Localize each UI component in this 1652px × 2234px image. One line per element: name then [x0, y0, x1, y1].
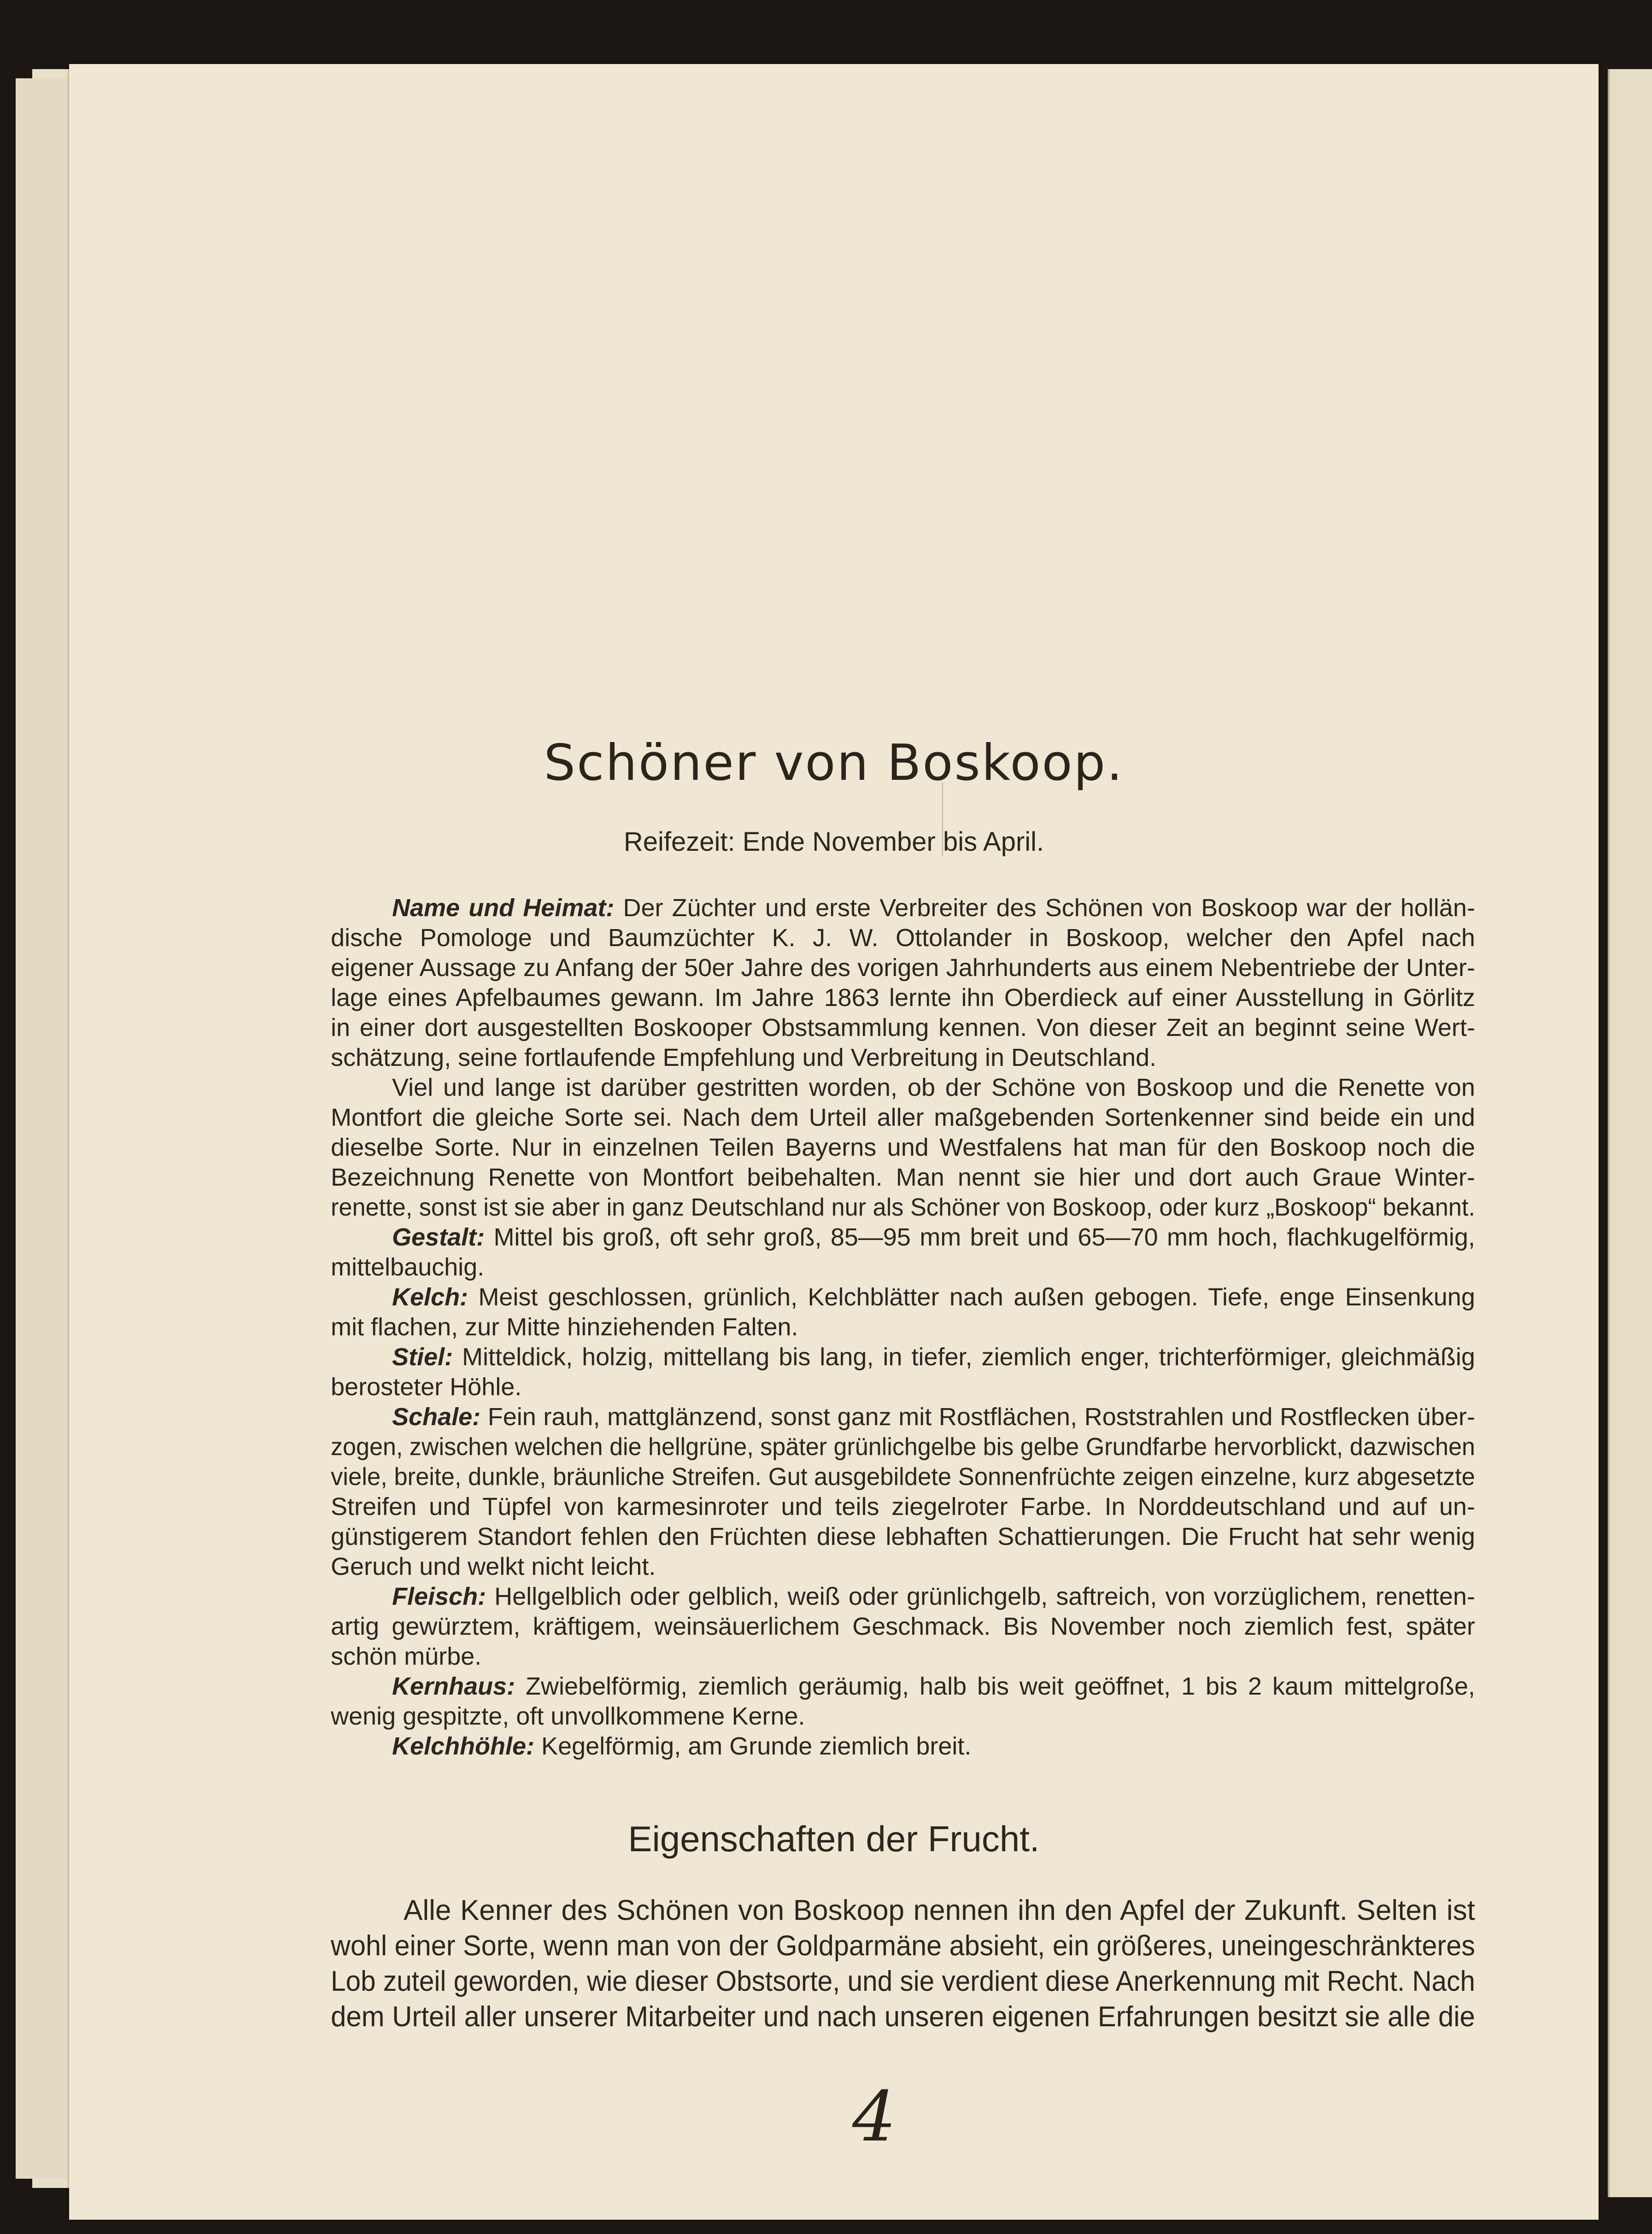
text-line [331, 1402, 1475, 1432]
text-line [331, 1043, 1475, 1073]
text-line [331, 1372, 1475, 1402]
line-text: schätzung, seine fortlaufende Empfehlung und Verbreitung in Deutschland. [331, 1044, 1157, 1071]
text-line [331, 1073, 1475, 1103]
line-text: Kegelförmig, am Grunde ziemlich breit. [541, 1732, 972, 1760]
section-heading: Eigenschaften der Frucht. [628, 1819, 1040, 1859]
line-text: mit flachen, zur Mitte hinziehenden Falten. [331, 1313, 798, 1341]
text-line [331, 1999, 1475, 2035]
text-line [331, 1582, 1475, 1612]
line-text: lage eines Apfelbaumes gewann. Im Jahre 1863 lernte ihn Oberdieck auf einer Ausstellung in Görlitz [331, 984, 1475, 1012]
page-stack-edge [16, 78, 72, 2179]
text-line [331, 1672, 1475, 1702]
text-line [331, 1103, 1475, 1133]
line-text: dem Urteil aller unserer Mitarbeiter und nach unseren eigenen Erfahrungen besitzt sie alle die [331, 2001, 1475, 2033]
text-line [331, 1133, 1475, 1163]
description-body [331, 893, 1475, 1761]
section-label: Schale: [392, 1403, 481, 1431]
line-text: schön mürbe. [331, 1643, 482, 1670]
section-label: Gestalt: [392, 1223, 485, 1251]
line-text: berosteter Höhle. [331, 1373, 522, 1401]
text-line [331, 1702, 1475, 1731]
line-text: dische Pomologe und Baumzüchter K. J. W. Ottolander in Boskoop, welcher den Apfel nach [331, 924, 1475, 952]
text-line [331, 1928, 1475, 1964]
text-line [331, 1492, 1475, 1522]
line-text: Lob zuteil geworden, wie dieser Obstsorte, und sie verdient diese Anerkennung mit Recht. Nach [331, 1965, 1475, 1997]
ripening-label: Reifezeit: [623, 827, 735, 857]
line-text: Mitteldick, holzig, mittellang bis lang, in tiefer, ziemlich enger, trichterförmiger, gleichmäßig [462, 1343, 1475, 1371]
line-text: Montfort die gleiche Sorte sei. Nach dem Urteil aller maßgebenden Sortenkenner sind beide ein und [331, 1104, 1475, 1131]
text-line [331, 1731, 1475, 1761]
line-text: Bezeichnung Renette von Montfort beibehalten. Man nennt sie hier und dort auch Graue Winter- [331, 1164, 1475, 1191]
text-line [331, 1163, 1475, 1193]
line-text: artig gewürztem, kräftigem, weinsäuerlichem Geschmack. Bis November noch ziemlich fest, später [331, 1613, 1475, 1640]
final-paragraph [331, 1893, 1475, 2035]
text-line [331, 1552, 1475, 1582]
line-text: in einer dort ausgestellten Boskooper Obstsammlung kennen. Von dieser Zeit an beginnt seine Wert- [331, 1014, 1475, 1041]
text-line [331, 923, 1475, 953]
line-text: zogen, zwischen welchen die hellgrüne, später grünlichgelbe bis gelbe Grundfarbe hervorblickt, dazwischen [331, 1433, 1475, 1461]
ripening-time [69, 826, 1599, 857]
text-line [331, 1222, 1475, 1252]
ripening-value: Ende November bis April. [742, 827, 1044, 857]
section-label: Fleisch: [392, 1583, 486, 1610]
section-label: Kelchhöhle: [392, 1732, 535, 1760]
section-label: Kernhaus: [392, 1673, 516, 1700]
text-line [331, 1282, 1475, 1312]
line-text: Zwiebelförmig, ziemlich geräumig, halb bis weit geöffnet, 1 bis 2 kaum mittelgroße, [525, 1673, 1475, 1700]
text-line [331, 1312, 1475, 1342]
line-text: dieselbe Sorte. Nur in einzelnen Teilen Bayerns und Westfalens hat man für den Boskoop noch die [331, 1134, 1475, 1161]
section-label: Kelch: [392, 1283, 469, 1311]
text-line [331, 1193, 1475, 1222]
text-line [331, 1522, 1475, 1552]
document-page [69, 64, 1599, 2220]
line-text: viele, breite, dunkle, bräunliche Streifen. Gut ausgebildete Sonnenfrüchte zeigen einzelne, kurz abgesetzte [331, 1463, 1475, 1491]
text-line [331, 1462, 1475, 1492]
text-line [331, 1342, 1475, 1372]
line-text: Meist geschlossen, grünlich, Kelchblätter nach außen gebogen. Tiefe, enge Einsenkung [478, 1283, 1475, 1311]
adjacent-page-edge [1608, 69, 1652, 2197]
text-line [331, 893, 1475, 923]
section-label: Stiel: [392, 1343, 453, 1371]
page-number: 4 [852, 2077, 896, 2157]
line-text: mittelbauchig. [331, 1253, 485, 1281]
line-text: Hellgelblich oder gelblich, weiß oder grünlichgelb, saftreich, von vorzüglichem, renetten- [494, 1583, 1475, 1610]
line-text: Fein rauh, mattglänzend, sonst ganz mit Rostflächen, Roststrahlen und Rostflecken über- [487, 1403, 1475, 1431]
line-text: Der Züchter und erste Verbreiter des Schönen von Boskoop war der hollän- [623, 894, 1475, 922]
line-text: Alle Kenner des Schönen von Boskoop nennen ihn den Apfel der Zukunft. Selten ist [404, 1895, 1475, 1926]
line-text: wenig gespitzte, oft unvollkommene Kerne. [331, 1702, 805, 1730]
text-line [331, 953, 1475, 983]
text-line [331, 1252, 1475, 1282]
text-line [331, 1013, 1475, 1043]
text-line [331, 1964, 1475, 1999]
section-label: Name und Heimat: [392, 894, 615, 922]
line-text: Geruch und welkt nicht leicht. [331, 1553, 656, 1580]
line-text: eigener Aussage zu Anfang der 50er Jahre des vorigen Jahrhunderts aus einem Nebentriebe der Unter- [331, 954, 1475, 982]
line-text: Mittel bis groß, oft sehr groß, 85—95 mm breit und 65—70 mm hoch, flachkugelförmig, [493, 1223, 1475, 1251]
line-text: renette, sonst ist sie aber in ganz Deutschland nur als Schöner von Boskoop, oder kurz „Boskoop“ bekannt. [331, 1193, 1475, 1221]
line-text: günstigerem Standort fehlen den Früchten diese lebhaften Schattierungen. Die Frucht hat sehr wenig [331, 1523, 1475, 1550]
text-line [331, 1642, 1475, 1672]
text-line [331, 1893, 1475, 1928]
page-title: Schöner von Boskoop. [544, 734, 1124, 792]
text-line [331, 1612, 1475, 1642]
line-text: wohl einer Sorte, wenn man von der Goldparmäne absieht, ein größeres, uneingeschränkteres [331, 1930, 1475, 1962]
line-text: Viel und lange ist darüber gestritten worden, ob der Schöne von Boskoop und die Renette von [392, 1074, 1475, 1101]
text-line [331, 1432, 1475, 1462]
text-line [331, 983, 1475, 1013]
line-text: Streifen und Tüpfel von karmesinroter und teils ziegelroter Farbe. In Norddeutschland und auf un- [331, 1493, 1475, 1521]
